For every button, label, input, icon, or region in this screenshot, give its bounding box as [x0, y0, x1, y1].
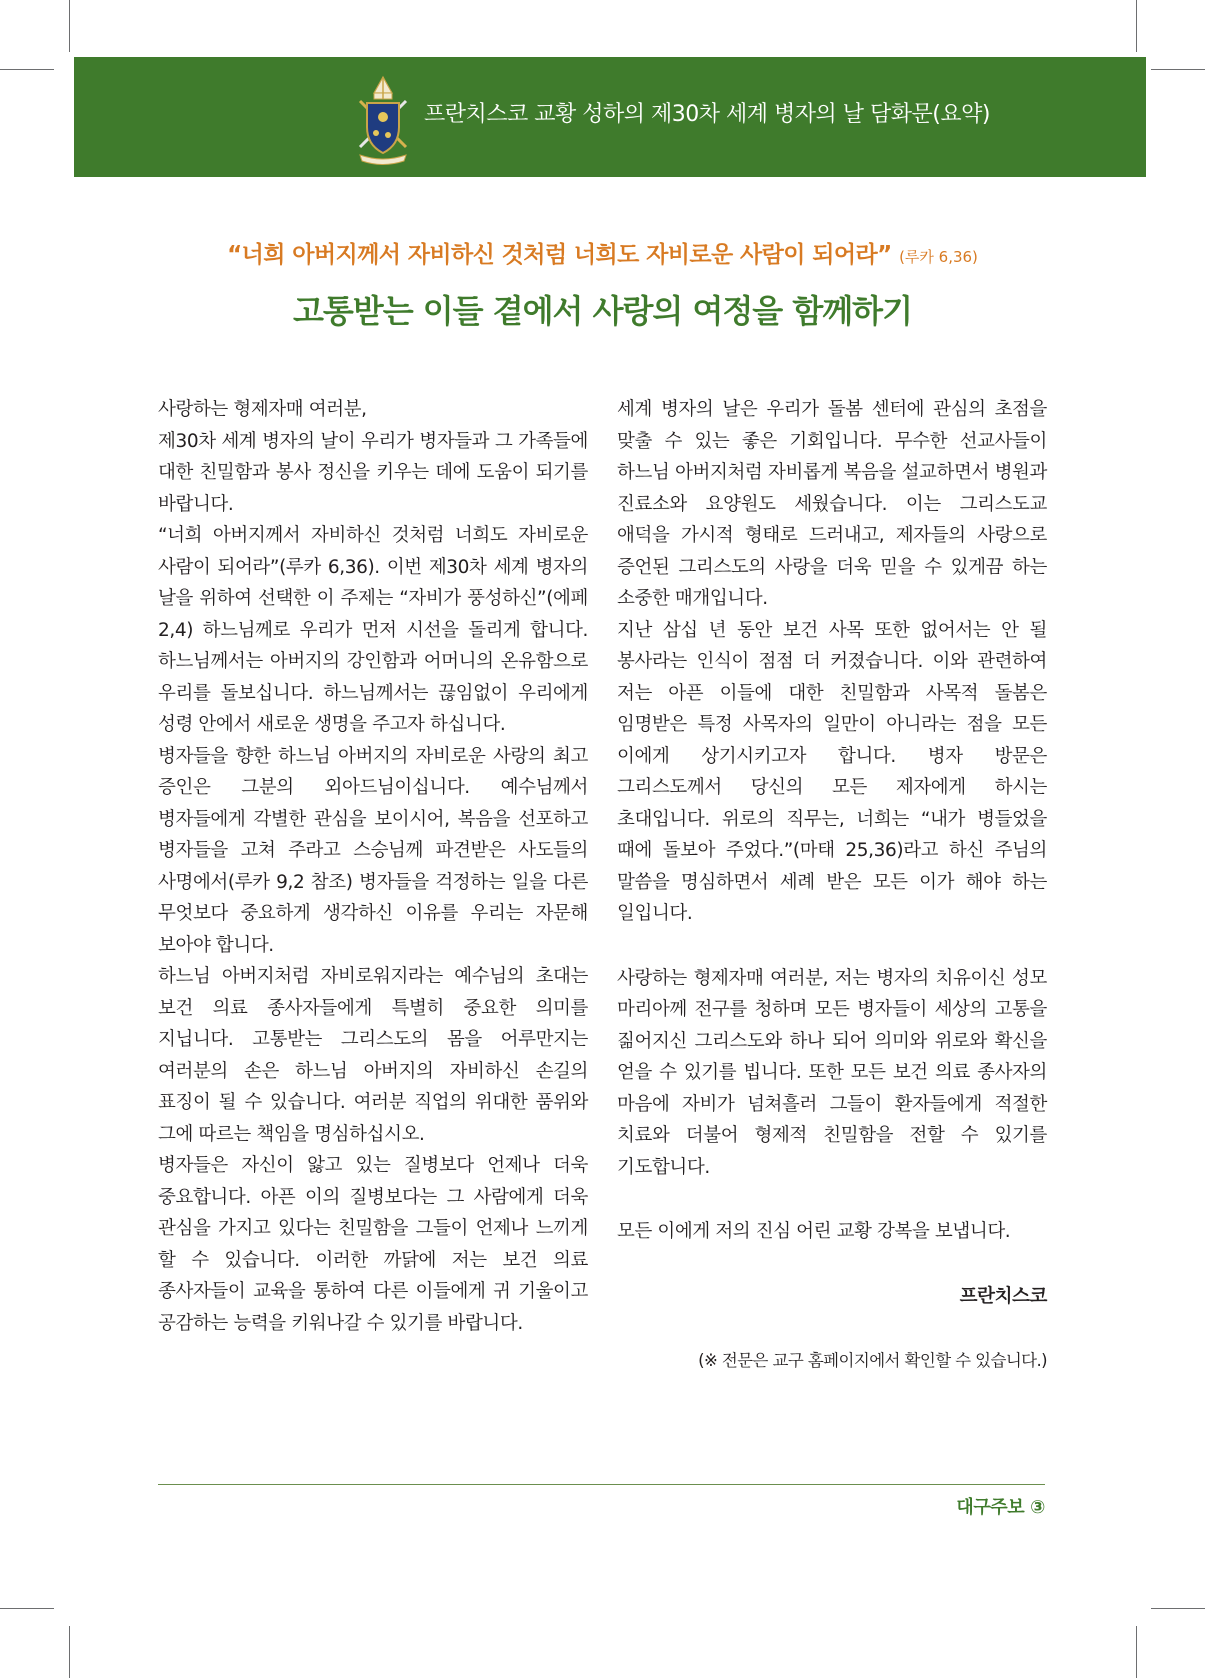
paragraph: 모든 이에게 저의 진심 어린 교황 강복을 보냅니다. [617, 1221, 1011, 1242]
body-column-left [158, 394, 588, 1339]
header-banner [74, 57, 1146, 177]
quote-text: “너희 아버지께서 자비하신 것처럼 너희도 자비로운 사람이 되어라” [227, 242, 892, 268]
papal-coat-of-arms-icon [354, 71, 412, 167]
footnote: (※ 전문은 교구 홈페이지에서 확인할 수 있습니다.) [698, 1351, 1047, 1370]
crop-mark [0, 69, 54, 70]
paragraph: 병자들을 향한 하느님 아버지의 자비로운 사랑의 최고 증인은 그분의 외아드님이십니다. 예수님께서 병자들에게 각별한 관심을 보이시어, 복음을 선포하고 병자들을 고쳐 주라고 스승님께 파견받은 사도들의 사명에서(루카 9,2 참조) 병자들을 걱정하는 일을 다른 무엇보다 중요하게 생각하신 이유를 우리는 자문해 보아야 합니다. [158, 745, 588, 956]
paragraph: 제30차 세계 병자의 날이 우리가 병자들과 그 가족들에 대한 친밀함과 봉사 정신을 키우는 데에 도움이 되기를 바랍니다. [158, 430, 588, 515]
paragraph-gap [617, 930, 1047, 963]
footer-divider [158, 1484, 1045, 1485]
paragraph: 하느님 아버지처럼 자비로워지라는 예수님의 초대는 보건 의료 종사자들에게 특별히 중요한 의미를 지닙니다. 고통받는 그리스도의 몸을 어루만지는 여러분의 손은 하느님 아버지의 자비하신 손길의 표징이 될 수 있습니다. 여러분 직업의 위대한 품위와 그에 따르는 책임을 명심하십시오. [158, 966, 588, 1145]
paragraph: 사랑하는 형제자매 여러분, [158, 399, 367, 420]
signature: 프란치스코 [959, 1285, 1047, 1307]
crop-mark [69, 1626, 70, 1678]
paragraph: 병자들은 자신이 앓고 있는 질병보다 언제나 더욱 중요합니다. 아픈 이의 질병보다는 그 사람에게 더욱 관심을 가지고 있다는 친밀함을 그들이 언제나 느끼게 할 수 있습니다. 이러한 까닭에 저는 보건 의료 종사자들이 교육을 통하여 다른 이들에게 귀 기울이고 공감하는 능력을 키워나갈 수 있기를 바랍니다. [158, 1155, 588, 1334]
paragraph: 지난 삼십 년 동안 보건 사목 또한 없어서는 안 될 봉사라는 인식이 점점 더 커졌습니다. 이와 관련하여 저는 아픈 이들에 대한 친밀함과 사목적 돌봄은 임명받은 특정 사목자의 일만이 아니라는 점을 모든 이에게 상기시키고자 합니다. 병자 방문은 그리스도께서 당신의 모든 제자에게 하시는 초대입니다. 위로의 직무는, 너희는 “내가 병들었을 때에 돌보아 주었다.”(마태 25,36)라고 하신 주님의 말씀을 명심하면서 세례 받은 모든 이가 해야 하는 일입니다. [617, 619, 1047, 924]
crop-mark [1136, 0, 1137, 52]
quote-reference: (루카 6,36) [899, 248, 978, 266]
page-footer: 대구주보 ③ [956, 1497, 1045, 1518]
paragraph: “너희 아버지께서 자비하신 것처럼 너희도 자비로운 사람이 되어라”(루카 6,36). 이번 제30차 세계 병자의 날을 위하여 선택한 이 주제는 “자비가 풍성하신”(에페 2,4) 하느님께로 우리가 먼저 시선을 돌리게 합니다. 하느님께서는 아버지의 강인함과 어머니의 온유함으로 우리를 돌보십니다. 하느님께서는 끊임없이 우리에게 성령 안에서 새로운 생명을 주고자 하십니다. [158, 525, 588, 735]
banner-title: 프란치스코 교황 성하의 제30차 세계 병자의 날 담화문(요약) [424, 102, 990, 127]
page-title: 고통받는 이들 곁에서 사랑의 여정을 함께하기 [292, 292, 913, 330]
paragraph-gap [617, 1248, 1047, 1281]
crop-mark [1136, 1626, 1137, 1678]
paragraph-gap [617, 1312, 1047, 1345]
paragraph: 세계 병자의 날은 우리가 돌봄 센터에 관심의 초점을 맞출 수 있는 좋은 기회입니다. 무수한 선교사들이 하느님 아버지처럼 자비롭게 복음을 설교하면서 병원과 진료소와 요양원도 세웠습니다. 이는 그리스도교 애덕을 가시적 형태로 드러내고, 제자들의 사랑으로 증언된 그리스도의 사랑을 더욱 믿을 수 있게끔 하는 소중한 매개입니다. [617, 399, 1047, 609]
crop-mark [1151, 1608, 1205, 1609]
crop-mark [69, 0, 70, 52]
paragraph-gap [617, 1183, 1047, 1216]
scripture-quote [0, 236, 1205, 269]
crop-mark [1151, 69, 1205, 70]
paragraph: 사랑하는 형제자매 여러분, 저는 병자의 치유이신 성모 마리아께 전구를 청하며 모든 병자들이 세상의 고통을 짊어지신 그리스도와 하나 되어 의미와 위로와 확신을 얻을 수 있기를 빕니다. 또한 모든 보건 의료 종사자의 마음에 자비가 넘쳐흘러 그들이 환자들에게 적절한 치료와 더불어 형제적 친밀함을 전할 수 있기를 기도합니다. [617, 967, 1047, 1178]
body-column-right [617, 394, 1047, 1377]
crop-mark [0, 1608, 54, 1609]
